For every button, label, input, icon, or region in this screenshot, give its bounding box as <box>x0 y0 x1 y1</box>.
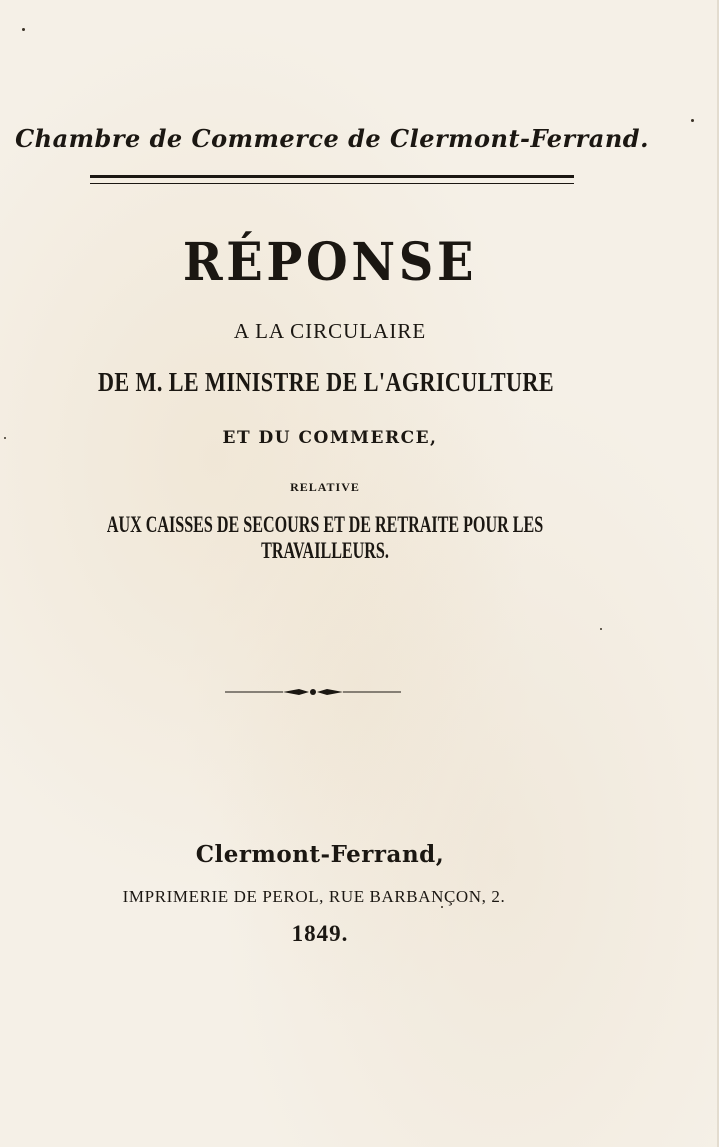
imprint-printer: IMPRIMERIE DE PEROL, RUE BARBANÇON, 2. <box>122 887 506 906</box>
subtitle-ministre: DE M. LE MINISTRE DE L'AGRICULTURE <box>97 367 554 397</box>
imprint-place: Clermont-Ferrand, <box>195 841 445 868</box>
paper-speck <box>441 906 443 908</box>
decorative-rule-ornament-icon <box>225 684 401 700</box>
chamber-header: Chambre de Commerce de Clermont-Ferrand. <box>15 124 649 153</box>
document-title: RÉPONSE <box>182 232 478 293</box>
subtitle-circulaire: A LA CIRCULAIRE <box>233 319 427 343</box>
paper-speck <box>4 437 6 439</box>
subtitle-commerce: ET DU COMMERCE, <box>222 428 438 448</box>
imprint-year: 1849. <box>291 921 349 946</box>
subtitle-relative: RELATIVE <box>290 480 360 494</box>
paper-speck <box>22 28 25 31</box>
header-rule-thick <box>90 175 574 178</box>
paper-speck <box>600 628 602 630</box>
subtitle-caisses: AUX CAISSES DE SECOURS ET DE RETRAITE POUR LES TRAVAILLEURS. <box>106 512 544 563</box>
paper-speck <box>691 119 694 122</box>
header-rule-thin <box>90 183 574 184</box>
